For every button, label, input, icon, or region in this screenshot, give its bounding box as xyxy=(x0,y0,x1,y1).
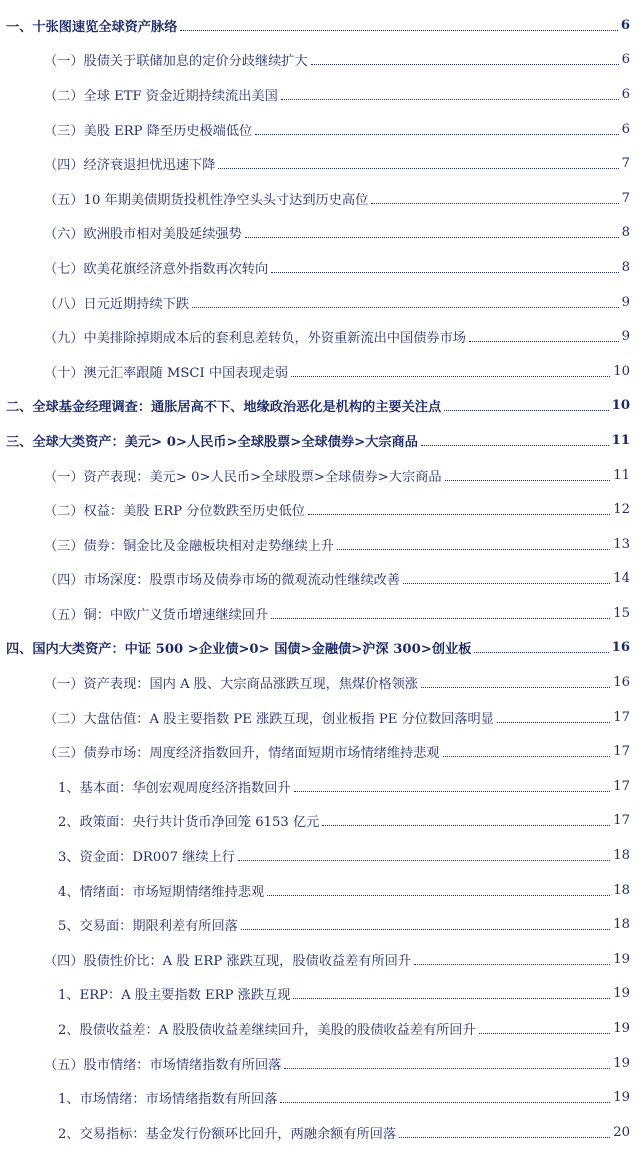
toc-section-entry[interactable] xyxy=(0,112,640,147)
toc-entry-page-number: 17 xyxy=(613,744,630,760)
toc-entry-page-number: 19 xyxy=(613,986,630,1002)
toc-entry-page-number: 12 xyxy=(613,502,630,518)
toc-entry-page-number: 16 xyxy=(613,675,630,691)
toc-entry-page-number: 18 xyxy=(613,917,630,933)
dot-leader xyxy=(180,30,617,31)
toc-entry-title: （一）资产表现：美元> 0>人民币>全球股票>全球债券>大宗商品 xyxy=(44,469,442,485)
toc-entry-title: 2、交易指标：基金发行份额环比回升，两融余额有所回落 xyxy=(58,1126,397,1142)
toc-section-entry[interactable] xyxy=(0,77,640,112)
toc-section-entry[interactable] xyxy=(0,181,640,216)
dot-leader xyxy=(271,618,610,619)
toc-chapter-entry[interactable] xyxy=(0,389,640,424)
toc-entry-page-number: 19 xyxy=(613,951,630,967)
dot-leader xyxy=(479,1033,610,1034)
toc-entry-page-number: 8 xyxy=(621,259,630,275)
toc-section-entry[interactable] xyxy=(0,43,640,78)
toc-entry-page-number: 6 xyxy=(620,17,630,33)
table-of-contents xyxy=(0,8,640,1150)
toc-entry-title: （九）中美排除掉期成本后的套利息差转负，外资重新流出中国债券市场 xyxy=(44,331,466,347)
toc-entry-title: 3、资金面：DR007 继续上行 xyxy=(58,850,235,866)
dot-leader xyxy=(403,583,610,584)
toc-entry-title: 1、ERP：A 股主要指数 ERP 涨跌互现 xyxy=(58,988,291,1004)
toc-subsection-entry[interactable] xyxy=(0,1115,640,1150)
toc-entry-page-number: 19 xyxy=(613,1090,630,1106)
toc-section-entry[interactable] xyxy=(0,942,640,977)
toc-section-entry[interactable] xyxy=(0,665,640,700)
toc-section-entry[interactable] xyxy=(0,216,640,251)
toc-entry-title: 二、全球基金经理调查：通胀居高不下、地缘政治恶化是机构的主要关注点 xyxy=(6,400,442,416)
toc-entry-title: （八）日元近期持续下跌 xyxy=(44,296,190,312)
toc-entry-page-number: 7 xyxy=(621,156,630,172)
dot-leader xyxy=(218,168,618,169)
toc-entry-title: 1、基本面：华创宏观周度经济指数回升 xyxy=(58,780,291,796)
toc-chapter-entry[interactable] xyxy=(0,423,640,458)
dot-leader xyxy=(421,687,610,688)
dot-leader xyxy=(399,1137,610,1138)
dot-leader xyxy=(474,652,608,653)
toc-entry-page-number: 20 xyxy=(613,1124,630,1140)
toc-subsection-entry[interactable] xyxy=(0,907,640,942)
toc-entry-page-number: 18 xyxy=(613,882,630,898)
toc-entry-page-number: 17 xyxy=(613,813,630,829)
toc-entry-title: （三）债券市场：周度经济指数回升，情绪面短期市场情绪维持悲观 xyxy=(44,746,440,762)
dot-leader xyxy=(271,272,618,273)
toc-section-entry[interactable] xyxy=(0,354,640,389)
toc-section-entry[interactable] xyxy=(0,492,640,527)
toc-entry-page-number: 8 xyxy=(621,225,630,241)
dot-leader xyxy=(291,376,610,377)
toc-section-entry[interactable] xyxy=(0,700,640,735)
toc-chapter-entry[interactable] xyxy=(0,631,640,666)
toc-section-entry[interactable] xyxy=(0,596,640,631)
toc-entry-title: 5、交易面：期限利差有所回落 xyxy=(58,919,238,935)
toc-entry-title: （五）铜：中欧广义货币增速继续回升 xyxy=(44,607,269,623)
toc-entry-page-number: 6 xyxy=(621,121,630,137)
dot-leader xyxy=(281,99,619,100)
toc-entry-title: 4、情绪面：市场短期情绪维持悲观 xyxy=(58,884,265,900)
dot-leader xyxy=(284,1068,610,1069)
dot-leader xyxy=(294,791,611,792)
toc-section-entry[interactable] xyxy=(0,250,640,285)
toc-subsection-entry[interactable] xyxy=(0,977,640,1012)
toc-entry-title: （二）权益：美股 ERP 分位数跌至历史低位 xyxy=(44,504,305,520)
toc-subsection-entry[interactable] xyxy=(0,1011,640,1046)
dot-leader xyxy=(337,549,610,550)
toc-entry-title: （一）资产表现：国内 A 股、大宗商品涨跌互现，焦煤价格领涨 xyxy=(44,677,418,693)
toc-entry-page-number: 18 xyxy=(613,848,630,864)
dot-leader xyxy=(322,825,610,826)
dot-leader xyxy=(445,480,611,481)
toc-entry-page-number: 15 xyxy=(613,605,630,621)
toc-subsection-entry[interactable] xyxy=(0,1080,640,1115)
toc-entry-page-number: 6 xyxy=(621,52,630,68)
dot-leader xyxy=(192,307,619,308)
toc-entry-page-number: 14 xyxy=(613,571,630,587)
toc-entry-page-number: 17 xyxy=(613,778,630,794)
toc-entry-title: （二）大盘估值：A 股主要指数 PE 涨跌互现，创业板指 PE 分位数回落明显 xyxy=(44,711,494,727)
dot-leader xyxy=(371,203,618,204)
dot-leader xyxy=(245,237,619,238)
toc-entry-title: （六）欧洲股市相对美股延续强势 xyxy=(44,227,242,243)
toc-section-entry[interactable] xyxy=(0,285,640,320)
dot-leader xyxy=(293,998,610,999)
dot-leader xyxy=(280,1102,610,1103)
toc-entry-title: （五）股市情绪：市场情绪指数有所回落 xyxy=(44,1057,282,1073)
toc-entry-page-number: 16 xyxy=(611,640,630,656)
toc-entry-title: （五）10 年期美债期货投机性净空头头寸达到历史高位 xyxy=(44,192,369,208)
toc-entry-page-number: 10 xyxy=(611,398,630,414)
toc-entry-title: （三）债券：铜金比及金融板块相对走势继续上升 xyxy=(44,538,335,554)
dot-leader xyxy=(444,410,608,411)
toc-entry-title: （一）股债关于联储加息的定价分歧继续扩大 xyxy=(44,54,308,70)
toc-subsection-entry[interactable] xyxy=(0,873,640,908)
toc-entry-page-number: 11 xyxy=(613,467,630,483)
toc-section-entry[interactable] xyxy=(0,1046,640,1081)
dot-leader xyxy=(414,964,610,965)
toc-entry-title: 2、股债收益差：A 股股债收益差继续回升，美股的股债收益差有所回升 xyxy=(58,1023,476,1039)
dot-leader xyxy=(308,514,610,515)
toc-entry-title: （三）美股 ERP 降至历史极端低位 xyxy=(44,123,253,139)
toc-entry-title: （七）欧美花旗经济意外指数再次转向 xyxy=(44,261,269,277)
toc-entry-page-number: 9 xyxy=(621,329,630,345)
toc-entry-page-number: 7 xyxy=(621,190,630,206)
toc-subsection-entry[interactable] xyxy=(0,804,640,839)
toc-section-entry[interactable] xyxy=(0,527,640,562)
toc-entry-page-number: 19 xyxy=(613,1021,630,1037)
toc-entry-page-number: 17 xyxy=(613,709,630,725)
toc-section-entry[interactable] xyxy=(0,319,640,354)
toc-entry-page-number: 11 xyxy=(611,432,630,448)
dot-leader xyxy=(469,341,619,342)
dot-leader xyxy=(267,895,610,896)
dot-leader xyxy=(255,134,618,135)
toc-entry-title: 2、政策面：央行共计货币净回笼 6153 亿元 xyxy=(58,815,320,831)
dot-leader xyxy=(443,756,611,757)
toc-entry-title: （四）股债性价比：A 股 ERP 涨跌互现，股债收益差有所回升 xyxy=(44,953,412,969)
toc-entry-title: （四）市场深度：股票市场及债券市场的微观流动性继续改善 xyxy=(44,573,401,589)
toc-entry-page-number: 6 xyxy=(621,86,630,102)
toc-entry-title: 一、十张图速览全球资产脉络 xyxy=(6,19,178,35)
toc-entry-page-number: 13 xyxy=(613,536,630,552)
dot-leader xyxy=(311,64,619,65)
toc-entry-title: （四）经济衰退担忧迅速下降 xyxy=(44,158,216,174)
toc-section-entry[interactable] xyxy=(0,458,640,493)
toc-section-entry[interactable] xyxy=(0,562,640,597)
toc-subsection-entry[interactable] xyxy=(0,838,640,873)
toc-subsection-entry[interactable] xyxy=(0,769,640,804)
toc-entry-title: （十）澳元汇率跟随 MSCI 中国表现走弱 xyxy=(44,365,289,381)
dot-leader xyxy=(497,722,610,723)
toc-section-entry[interactable] xyxy=(0,734,640,769)
toc-entry-page-number: 10 xyxy=(613,363,630,379)
dot-leader xyxy=(421,445,609,446)
toc-entry-title: （二）全球 ETF 资金近期持续流出美国 xyxy=(44,88,278,104)
dot-leader xyxy=(238,860,610,861)
toc-entry-page-number: 19 xyxy=(613,1055,630,1071)
toc-entry-title: 四、国内大类资产：中证 500 >企业债>0> 国债>金融债>沪深 300>创业板 xyxy=(6,642,472,658)
toc-entry-title: 三、全球大类资产：美元> 0>人民币>全球股票>全球债券>大宗商品 xyxy=(6,434,418,450)
toc-chapter-entry[interactable] xyxy=(0,8,640,43)
dot-leader xyxy=(241,929,610,930)
toc-entry-page-number: 9 xyxy=(621,294,630,310)
toc-section-entry[interactable] xyxy=(0,146,640,181)
toc-entry-title: 1、市场情绪：市场情绪指数有所回落 xyxy=(58,1092,278,1108)
